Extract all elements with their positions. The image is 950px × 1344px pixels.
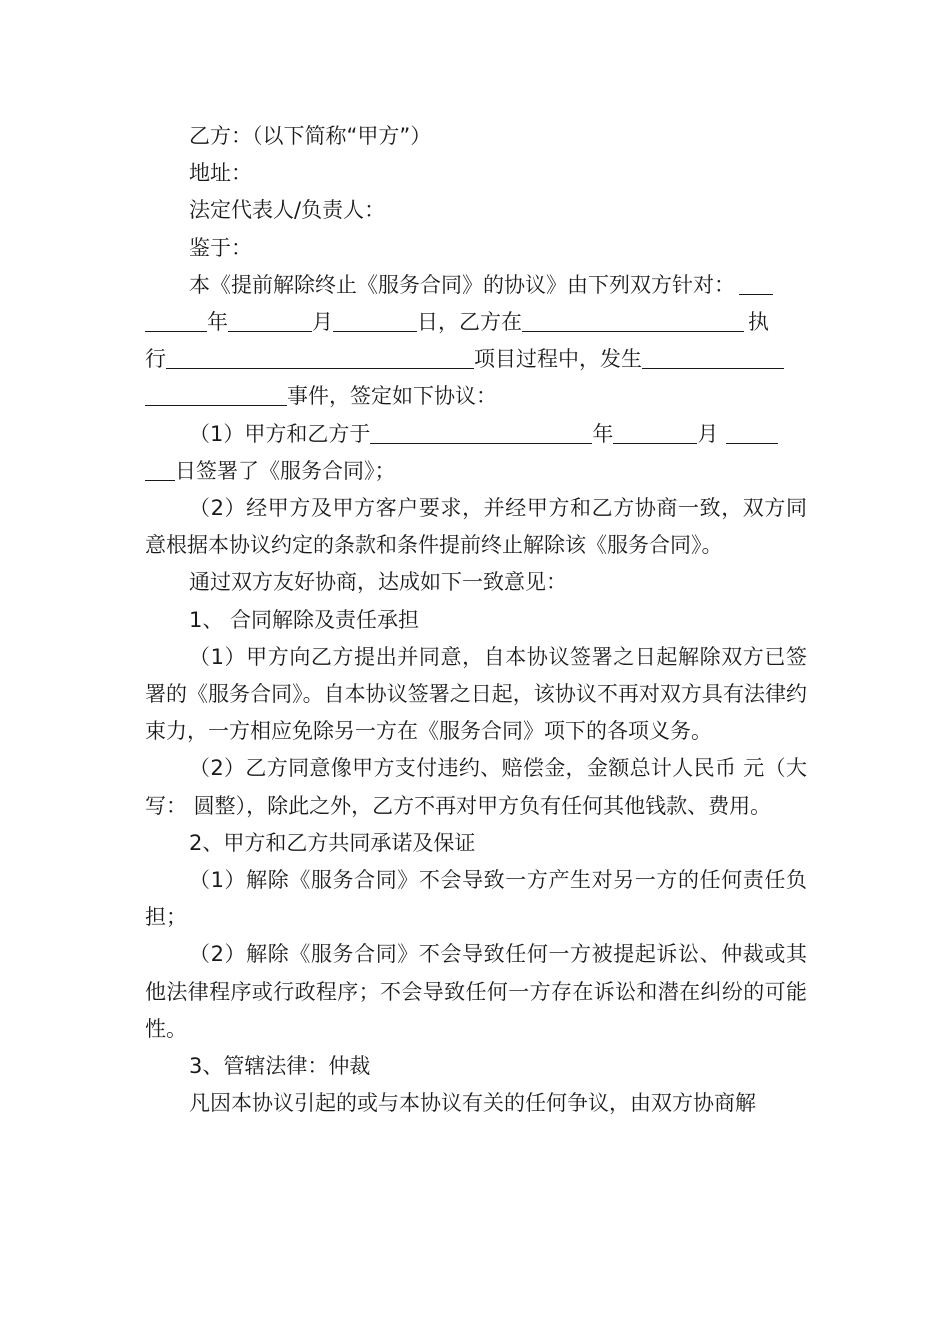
intro-text: 事件，签定如下协议：: [287, 384, 497, 409]
item-2-paragraph: （2）经甲方及甲方客户要求，并经甲方和乙方协商一致，双方同意根据本协议约定的条款和条件提前终止解除该《服务合同》。: [145, 496, 807, 558]
legal-rep-line: 法定代表人/负责人：: [189, 198, 386, 223]
blank-field: [739, 273, 773, 295]
month-label: 月: [697, 421, 719, 446]
year-label: 年: [592, 421, 614, 446]
section-1-paragraph-2: （2）乙方同意像甲方支付违约、赔偿金，金额总计人民币 元（大写： 圆整），除此之外，乙方不再对甲方负有任何其他钱款、费用。: [145, 756, 807, 818]
blank-field: [370, 422, 592, 444]
year-label: 年: [207, 310, 228, 335]
blank-field: [145, 384, 287, 406]
item-text: （1）甲方和乙方于: [189, 421, 371, 446]
blank-field: [145, 310, 207, 332]
document-body: [145, 118, 807, 1122]
section-2-paragraph-1: （1）解除《服务合同》不会导致一方产生对另一方的任何责任负担；: [145, 868, 807, 930]
day-label: 日，乙方在: [417, 310, 522, 335]
month-label: 月: [312, 310, 333, 335]
item-1-paragraph: [145, 416, 807, 490]
consensus-line: 通过双方友好协商，达成如下一致意见：: [189, 570, 567, 595]
intro-line-3: [145, 341, 807, 378]
intro-text: 本《提前解除终止《服务合同》的协议》由下列双方针对：: [189, 272, 735, 297]
section-2-title: 2、甲方和乙方共同承诺及保证: [189, 830, 476, 855]
intro-text: 行: [145, 347, 166, 372]
section-2-paragraph-2: （2）解除《服务合同》不会导致任何一方被提起诉讼、仲裁或其他法律程序或行政程序；不会导致任何一方存在诉讼和潜在纠纷的可能性。: [145, 942, 807, 1041]
blank-field: [613, 422, 697, 444]
item-1-line-1: [145, 416, 807, 453]
section-3-paragraph-1: 凡因本协议引起的或与本协议有关的任何争议，由双方协商解: [189, 1091, 756, 1116]
blank-field: [228, 310, 312, 332]
intro-line-4: [145, 378, 807, 415]
item-1-line-2: [145, 453, 807, 490]
intro-line-2: [145, 304, 807, 341]
blank-field: [642, 347, 784, 369]
intro-line-1: [145, 267, 807, 304]
intro-text: 执: [748, 310, 769, 335]
intro-text: 项目过程中，发生: [474, 347, 642, 372]
address-line: 地址：: [189, 161, 252, 186]
blank-field: [726, 422, 778, 444]
blank-field: [333, 310, 417, 332]
item-text: 日签署了《服务合同》；: [175, 458, 396, 483]
party-b-line: 乙方：（以下简称“甲方”）: [189, 124, 432, 148]
section-1-paragraph-1: （1）甲方向乙方提出并同意，自本协议签署之日起解除双方已签署的《服务合同》。自本协议签署之日起，该协议不再对双方具有法律约束力，一方相应免除另一方在《服务合同》项下的各项义务。: [145, 644, 807, 744]
blank-field: [166, 347, 474, 369]
section-3-title: 3、管辖法律：仲裁: [189, 1054, 371, 1079]
blank-field: [145, 459, 175, 481]
whereas-line: 鉴于：: [189, 235, 252, 260]
blank-field: [522, 310, 744, 332]
intro-paragraph: [145, 267, 807, 416]
section-1-title: 1、 合同解除及责任承担: [189, 607, 420, 632]
